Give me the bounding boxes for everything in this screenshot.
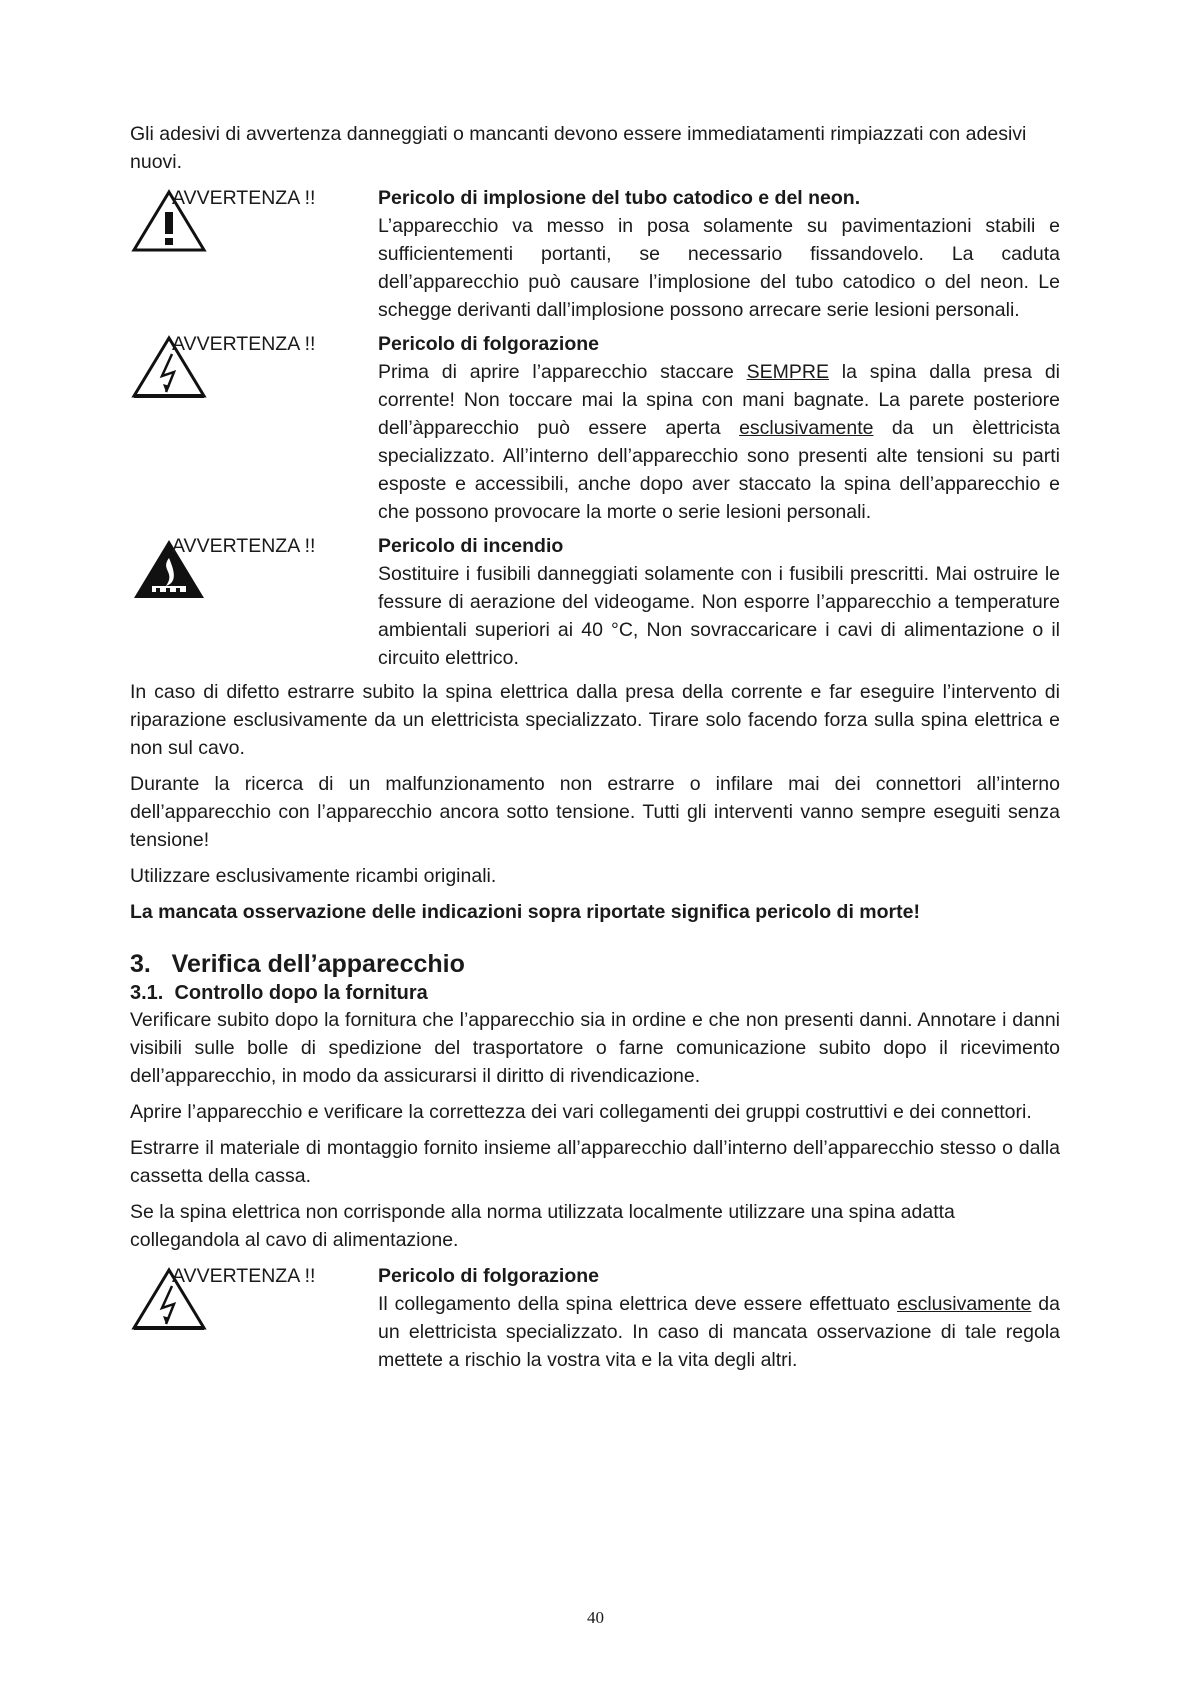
underlined-exclusively: esclusivamente	[739, 417, 874, 439]
warning-body: Sostituire i fusibili danneggiati solamente con i fusibili prescritti. Mai ostruire le fessure di aerazione del videogame. Non esporre l’apparecchio a temperature ambientali superiori ai 40 °C, Non sovraccaricare i cavi di alimentazione o il circuito elettrico.	[378, 563, 1060, 669]
warning-electrocution-plug	[130, 1262, 1060, 1374]
warning-fire	[130, 532, 1060, 672]
warning-body: Prima di aprire l’apparecchio staccare SEMPRE la spina dalla presa di corrente! Non toccare mai la spina con mani bagnate. La parete posteriore dell’àpparecchio può essere aperta esclusivamente da un èlettricista specializzato. All’interno dell’apparecchio sono presenti alte tensioni su parti esposte e accessibili, anche dopo aver staccato la spina dell’apparecchio e che possono provocare la morte o serie lesioni personali.	[378, 361, 1060, 523]
warning-implosion	[130, 184, 1060, 324]
warning-body: Il collegamento della spina elettrica deve essere effettuato esclusivamente da un elettricista specializzato. In caso di mancata osservazione di tale regola mettete a rischio la vostra vita e la vita degli altri.	[378, 1293, 1061, 1371]
underlined-always: SEMPRE	[746, 361, 829, 383]
paragraph: Estrarre il materiale di montaggio fornito insieme all’apparecchio dall’interno dell’apparecchio stesso o dalla cassetta della cassa.	[130, 1137, 1060, 1187]
intro-text: Gli adesivi di avvertenza danneggiati o mancanti devono essere immediatamenti rimpiazzati con adesivi nuovi.	[130, 123, 1027, 173]
paragraph: Verificare subito dopo la fornitura che l’apparecchio sia in ordine e che non presenti danni. Annotare i danni visibili sulle bolle di spedizione del trasportatore o farne comunicazione subito dopo il ricevimento dell’apparecchio, in modo da assicurarsi il diritto di rivendicazione.	[130, 1009, 1060, 1087]
warning-label: AVVERTENZA !!	[172, 187, 316, 209]
warning-body: L’apparecchio va messo in posa solamente su pavimentazioni stabili e sufficientementi portanti, se necessario fissandovelo. La caduta dell’apparecchio può causare l’implosione del tubo catodico o del neon. Le schegge derivanti dall’implosione possono arrecare serie lesioni personali.	[378, 215, 1060, 321]
paragraph: Durante la ricerca di un malfunzionamento non estrarre o infilare mai dei connettori all’interno dell’apparecchio con l’apparecchio ancora sotto tensione. Tutti gli interventi vanno sempre eseguiti senza tensione!	[130, 773, 1060, 851]
paragraph: Utilizzare esclusivamente ricambi originali.	[130, 865, 497, 887]
section-heading: 3. Verifica dell’apparecchio	[130, 950, 465, 978]
page-content	[130, 120, 1060, 1380]
warning-label: AVVERTENZA !!	[172, 333, 316, 355]
warning-title: Pericolo di incendio	[378, 535, 564, 557]
warning-title: Pericolo di folgorazione	[378, 1265, 600, 1287]
warning-title: Pericolo di folgorazione	[378, 333, 600, 355]
underlined-exclusively: esclusivamente	[896, 1293, 1032, 1315]
bold-warning: La mancata osservazione delle indicazioni sopra riportate significa pericolo di morte!	[130, 901, 920, 923]
paragraph: Se la spina elettrica non corrisponde alla norma utilizzata localmente utilizzare una spina adatta collegandola al cavo di alimentazione.	[130, 1201, 955, 1251]
paragraph: In caso di difetto estrarre subito la spina elettrica dalla presa della corrente e far eseguire l’intervento di riparazione esclusivamente da un elettricista specializzato. Tirare solo facendo forza sulla spina elettrica e non sul cavo.	[130, 681, 1060, 759]
page-number: 40	[587, 1608, 604, 1627]
warning-title: Pericolo di implosione del tubo catodico e del neon.	[378, 187, 861, 209]
warning-electrocution	[130, 330, 1060, 526]
warning-label: AVVERTENZA !!	[172, 1265, 316, 1287]
warning-label: AVVERTENZA !!	[172, 535, 316, 557]
paragraph: Aprire l’apparecchio e verificare la correttezza dei vari collegamenti dei gruppi costruttivi e dei connettori.	[130, 1101, 1032, 1123]
subsection-heading: 3.1. Controllo dopo la fornitura	[130, 982, 428, 1004]
